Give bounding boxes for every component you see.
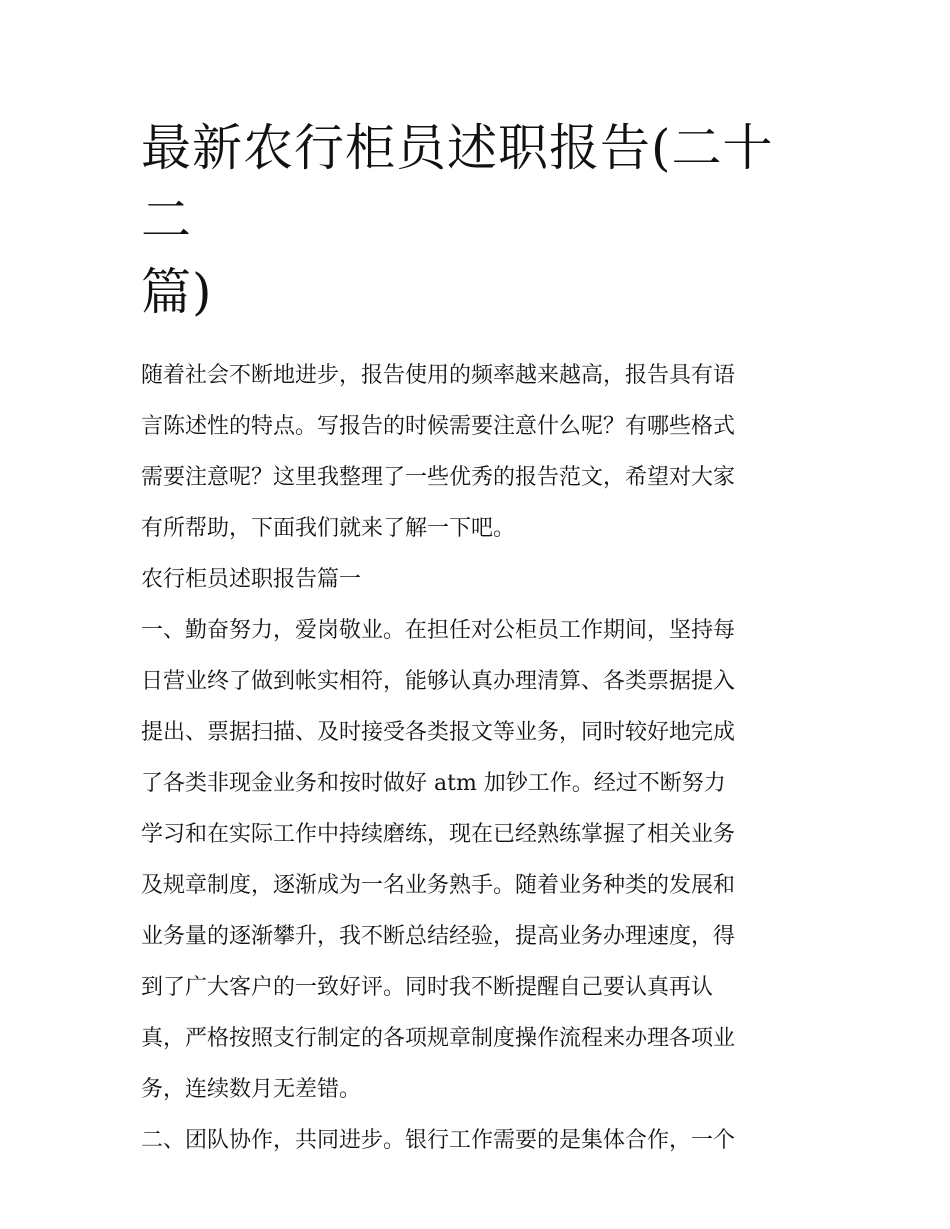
intro-paragraph (141, 350, 813, 554)
text-line: 提出、票据扫描、及时接受各类报文等业务，同时较好地完成 (141, 720, 736, 745)
document-title (141, 112, 813, 328)
text-line: 一、勤奋努力，爱岗敬业。在担任对公柜员工作期间，坚持每 (141, 618, 736, 643)
text-line: 言陈述性的特点。写报告的时候需要注意什么呢？有哪些格式 (141, 414, 736, 439)
text-line: 二、团队协作，共同进步。银行工作需要的是集体合作，一个 (141, 1128, 736, 1153)
title-line: 篇) (141, 263, 213, 321)
text-line: 到了广大客户的一致好评。同时我不断提醒自己要认真再认 (141, 975, 714, 1000)
body-paragraph-1 (141, 605, 813, 1115)
document-page (141, 112, 813, 1166)
text-line: 日营业终了做到帐实相符，能够认真办理清算、各类票据提入 (141, 669, 736, 694)
text-line: 随着社会不断地进步，报告使用的频率越来越高，报告具有语 (141, 363, 736, 388)
title-line: 最新农行柜员述职报告(二十二 (141, 119, 774, 249)
text-line: 需要注意呢？这里我整理了一些优秀的报告范文，希望对大家 (141, 465, 736, 490)
text-line: 务，连续数月无差错。 (141, 1077, 362, 1102)
text-line: 学习和在实际工作中持续磨练，现在已经熟练掌握了相关业务 (141, 822, 736, 847)
text-line: 及规章制度，逐渐成为一名业务熟手。随着业务种类的发展和 (141, 873, 736, 898)
text-line: 有所帮助，下面我们就来了解一下吧。 (141, 516, 516, 541)
section-heading: 农行柜员述职报告篇一 (141, 567, 362, 592)
text-line: 了各类非现金业务和按时做好 atm 加钞工作。经过不断努力 (141, 771, 726, 796)
text-line: 业务量的逐渐攀升，我不断总结经验，提高业务办理速度，得 (141, 924, 736, 949)
body-paragraph-2 (141, 1115, 813, 1166)
text-line: 真，严格按照支行制定的各项规章制度操作流程来办理各项业 (141, 1026, 736, 1051)
